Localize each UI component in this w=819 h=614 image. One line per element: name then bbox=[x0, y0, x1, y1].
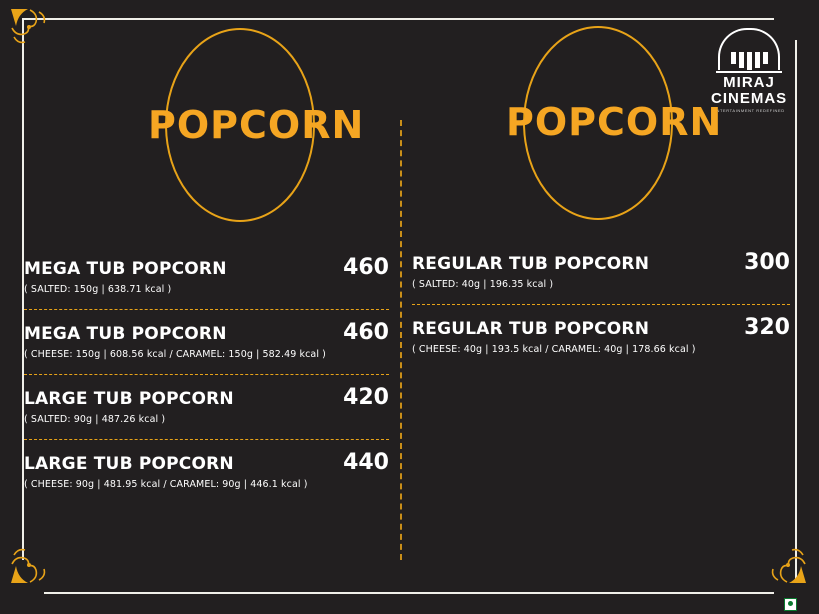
item-price: 420 bbox=[343, 385, 389, 410]
item-separator bbox=[24, 374, 389, 375]
ornamental-corner-icon bbox=[765, 542, 809, 586]
item-name: MEGA TUB POPCORN bbox=[24, 324, 227, 344]
item-price: 460 bbox=[343, 320, 389, 345]
menu-column-right bbox=[412, 250, 790, 371]
item-name: LARGE TUB POPCORN bbox=[24, 389, 234, 409]
item-description: ( SALTED: 150g | 638.71 kcal ) bbox=[24, 284, 172, 295]
frame-bottom-line bbox=[44, 592, 774, 594]
ornamental-corner-icon bbox=[8, 6, 52, 50]
brand-tagline: ENTERTAINMENT REDEFINED bbox=[713, 108, 785, 113]
item-name: MEGA TUB POPCORN bbox=[24, 259, 227, 279]
item-description: ( CHEESE: 40g | 193.5 kcal / CARAMEL: 40g | 178.66 kcal ) bbox=[412, 344, 696, 355]
item-name: REGULAR TUB POPCORN bbox=[412, 319, 650, 339]
menu-item bbox=[24, 255, 389, 301]
item-price: 300 bbox=[744, 250, 790, 275]
menu-item bbox=[24, 450, 389, 496]
logo-base-line bbox=[716, 71, 782, 73]
menu-item bbox=[412, 315, 790, 361]
frame-top-line bbox=[22, 18, 774, 20]
item-name: LARGE TUB POPCORN bbox=[24, 454, 234, 474]
menu-item bbox=[24, 320, 389, 366]
menu-item bbox=[24, 385, 389, 431]
item-separator bbox=[24, 439, 389, 440]
miraj-cinemas-logo bbox=[711, 28, 787, 113]
item-price: 320 bbox=[744, 315, 790, 340]
item-separator bbox=[24, 309, 389, 310]
item-description: ( CHEESE: 150g | 608.56 kcal / CARAMEL: 150g | 582.49 kcal ) bbox=[24, 349, 326, 360]
item-price: 460 bbox=[343, 255, 389, 280]
brand-name-line2: CINEMAS bbox=[711, 90, 788, 107]
brand-name-line1: MIRAJ bbox=[723, 74, 775, 91]
item-description: ( SALTED: 90g | 487.26 kcal ) bbox=[24, 414, 166, 425]
menu-column-left bbox=[24, 255, 389, 506]
veg-mark-icon bbox=[784, 598, 797, 611]
frame-right-line bbox=[795, 40, 797, 580]
item-name: REGULAR TUB POPCORN bbox=[412, 254, 650, 274]
item-separator bbox=[412, 304, 790, 305]
item-price: 440 bbox=[343, 450, 389, 475]
item-description: ( SALTED: 40g | 196.35 kcal ) bbox=[412, 279, 554, 290]
heading-popcorn-left: POPCORN bbox=[148, 103, 365, 147]
item-description: ( CHEESE: 90g | 481.95 kcal / CARAMEL: 90g | 446.1 kcal ) bbox=[24, 479, 308, 490]
ornamental-corner-icon bbox=[8, 542, 52, 586]
column-divider bbox=[400, 120, 402, 560]
menu-item bbox=[412, 250, 790, 296]
heading-popcorn-right: POPCORN bbox=[506, 100, 723, 144]
dome-icon bbox=[718, 28, 780, 70]
